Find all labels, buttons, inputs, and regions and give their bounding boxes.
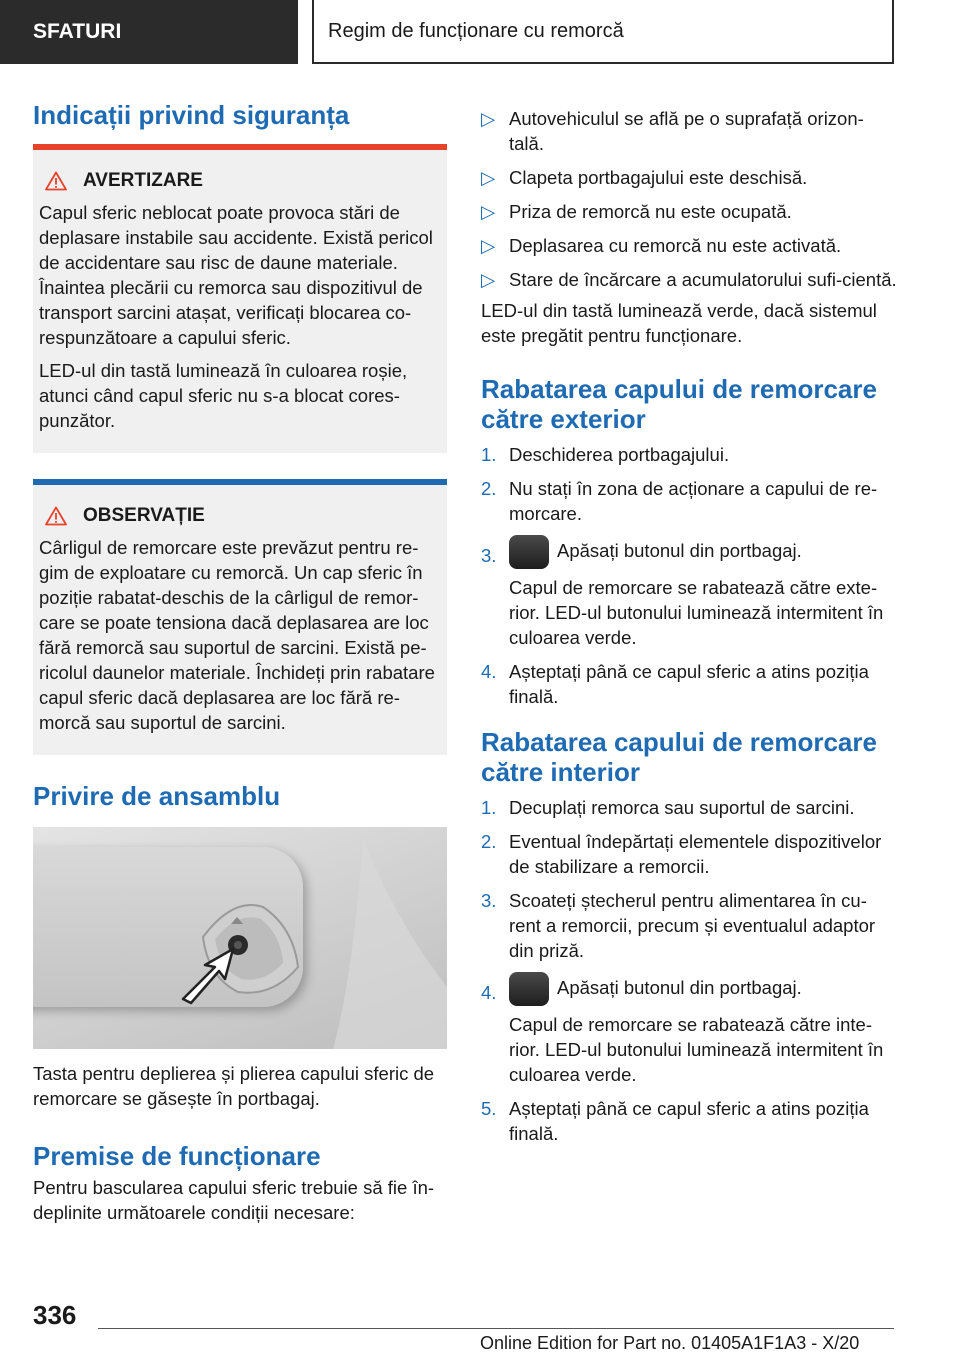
prerequisites-heading: Premise de funcționare xyxy=(33,1141,321,1171)
triangle-right-bullet-icon: ▷ xyxy=(481,167,496,188)
step-text: Decuplați remorca sau suportul de sarcini. xyxy=(509,797,855,818)
chapter-title: Regim de funcționare cu remorcă xyxy=(328,19,624,42)
list-item xyxy=(481,1096,897,1146)
warning-box xyxy=(33,144,447,453)
list-item xyxy=(481,972,897,1087)
step-text: Nu stați în zona de acționare a capului de re-morcare. xyxy=(509,478,878,524)
button-location-illustration xyxy=(33,827,447,1049)
step-number: 2. xyxy=(481,478,497,499)
list-item xyxy=(481,442,897,467)
step-text: Deschiderea portbagajului. xyxy=(509,444,730,465)
step-number: 3. xyxy=(481,545,497,566)
retract-heading: Rabatarea capului de remorcare către interior xyxy=(481,727,877,787)
list-item xyxy=(481,199,897,224)
towbar-button-icon xyxy=(509,972,549,1006)
warning-triangle-icon xyxy=(45,506,67,526)
overview-heading: Privire de ansamblu xyxy=(33,781,281,811)
step-text: Așteptați până ce capul sferic a atins poziția finală. xyxy=(509,1098,869,1144)
warning-triangle-icon xyxy=(45,171,67,191)
condition-text: Deplasarea cu remorcă nu este activată. xyxy=(509,235,842,256)
list-item xyxy=(481,829,897,879)
step-number: 1. xyxy=(481,797,497,818)
left-column xyxy=(33,100,447,1225)
step-detail: Capul de remorcare se rabatează către inte-rior. LED-ul butonului luminează intermitent în culoarea verde. xyxy=(509,1014,884,1085)
step-text: Apăsați butonul din portbagaj. xyxy=(557,539,802,561)
notice-title xyxy=(39,503,441,529)
notice-box xyxy=(33,479,447,755)
section-label: SFATURI xyxy=(33,20,122,43)
step-number: 4. xyxy=(481,982,497,1003)
warning-paragraph-2: LED-ul din tastă luminează în culoarea roșie, atunci când capul sferic nu s-a blocat cores-punzător. xyxy=(39,360,408,431)
list-item xyxy=(481,888,897,963)
triangle-right-bullet-icon: ▷ xyxy=(481,108,496,129)
list-item xyxy=(481,165,897,190)
notice-label: OBSERVAȚIE xyxy=(83,505,205,526)
list-item xyxy=(481,267,897,292)
triangle-right-bullet-icon: ▷ xyxy=(481,235,496,256)
footer-divider xyxy=(98,1328,894,1329)
retract-steps xyxy=(481,795,897,1146)
overview-text: Tasta pentru deplierea și plierea capului sferic de remorcare se găsește în portbagaj. xyxy=(33,1063,435,1109)
list-item xyxy=(481,795,897,820)
condition-text: Clapeta portbagajului este deschisă. xyxy=(509,167,808,188)
step-number: 1. xyxy=(481,444,497,465)
trunk-button-photo xyxy=(33,827,447,1049)
step-number: 3. xyxy=(481,890,497,911)
step-number: 4. xyxy=(481,661,497,682)
list-item xyxy=(481,659,897,709)
warning-paragraph-1: Capul sferic neblocat poate provoca stări de deplasare instabile sau accidente. Există pericol de accidentare sau risc de daune materiale. Înaintea plecării cu remorca sau dispozitivul de transport sarcini atașat, verificați blocarea co-respunzătoare a capului sferic. xyxy=(39,202,433,348)
list-item xyxy=(481,106,897,156)
extend-heading: Rabatarea capului de remorcare către exterior xyxy=(481,374,877,434)
notice-paragraph-1: Cârligul de remorcare este prevăzut pentru re-gim de exploatare cu remorcă. Un cap sferic în poziție rabatat-deschis de la cârligul de remor-care se poate tensiona dacă deplasarea are loc fără remorcă sau suportul de sarcini. Există pe-ricolul daunelor materiale. Închideți prin rabatare capul sferic dacă deplasarea are loc fără re-morcă sau suportul de sarcini. xyxy=(39,537,435,733)
step-number: 2. xyxy=(481,831,497,852)
section-tab xyxy=(0,0,298,64)
condition-text: Stare de încărcare a acumulatorului sufi-cientă. xyxy=(509,269,897,290)
list-item xyxy=(481,476,897,526)
extend-steps xyxy=(481,442,897,709)
triangle-right-bullet-icon: ▷ xyxy=(481,201,496,222)
warning-label: AVERTIZARE xyxy=(83,170,203,191)
triangle-right-bullet-icon: ▷ xyxy=(481,269,496,290)
condition-text: Autovehiculul se află pe o suprafață orizon-tală. xyxy=(509,108,864,154)
step-text: Așteptați până ce capul sferic a atins poziția finală. xyxy=(509,661,869,707)
step-text: Scoateți ștecherul pentru alimentarea în cu-rent a remorcii, precum și eventualul adaptor din priză. xyxy=(509,890,876,961)
right-column xyxy=(481,106,897,1155)
list-item xyxy=(481,233,897,258)
step-detail: Capul de remorcare se rabatează către exte-rior. LED-ul butonului luminează intermitent în culoarea verde. xyxy=(509,577,884,648)
towbar-button-icon xyxy=(509,535,549,569)
page-number: 336 xyxy=(33,1300,77,1330)
conditions-list xyxy=(481,106,897,292)
edition-text: Online Edition for Part no. 01405A1F1A3 - X/20 xyxy=(480,1333,860,1353)
step-text: Apăsați butonul din portbagaj. xyxy=(557,976,802,998)
warning-title xyxy=(39,168,441,194)
led-ready-text: LED-ul din tastă luminează verde, dacă sistemul este pregătit pentru funcționare. xyxy=(481,300,877,346)
step-number: 5. xyxy=(481,1098,497,1119)
condition-text: Priza de remorcă nu este ocupată. xyxy=(509,201,792,222)
prerequisites-text: Pentru bascularea capului sferic trebuie să fie în-deplinite următoarele condiții necesare: xyxy=(33,1177,435,1223)
step-text: Eventual îndepărtați elementele dispozitivelor de stabilizare a remorcii. xyxy=(509,831,882,877)
safety-heading: Indicații privind siguranța xyxy=(33,100,350,130)
list-item xyxy=(481,535,897,650)
chapter-header xyxy=(312,0,894,64)
